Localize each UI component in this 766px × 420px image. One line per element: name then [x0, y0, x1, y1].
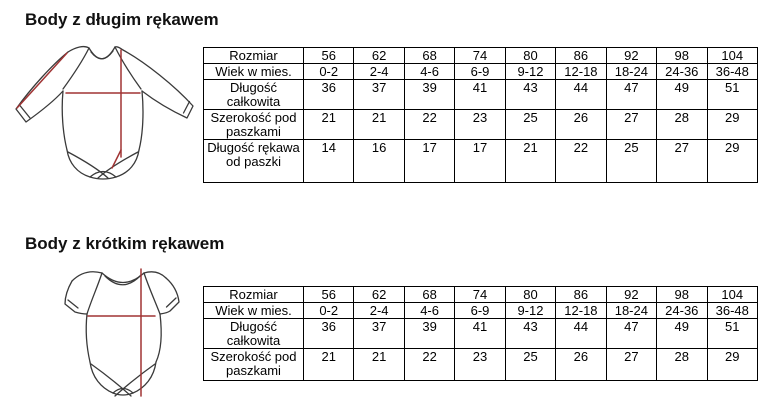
size-value-cell: 22 [556, 140, 606, 183]
size-value-cell: 74 [455, 48, 505, 64]
garment-outline [65, 272, 179, 396]
size-value-cell: 98 [657, 48, 707, 64]
size-value-cell: 0-2 [304, 303, 354, 319]
size-value-cell: 9-12 [505, 64, 555, 80]
row-label: Długość rękawa od paszki [204, 140, 304, 183]
size-value-cell: 80 [505, 287, 555, 303]
size-value-cell: 49 [657, 80, 707, 110]
size-value-cell: 25 [606, 140, 656, 183]
size-value-cell: 43 [505, 319, 555, 349]
size-value-cell: 21 [304, 349, 354, 381]
size-value-cell: 43 [505, 80, 555, 110]
row-label: Wiek w mies. [204, 64, 304, 80]
size-value-cell: 47 [606, 80, 656, 110]
size-value-cell: 74 [455, 287, 505, 303]
size-value-cell: 62 [354, 287, 404, 303]
row-label: Szerokość pod paszkami [204, 110, 304, 140]
size-value-cell: 28 [657, 110, 707, 140]
size-value-cell: 6-9 [455, 64, 505, 80]
size-value-cell: 25 [505, 349, 555, 381]
size-value-cell: 47 [606, 319, 656, 349]
row-label: Wiek w mies. [204, 303, 304, 319]
size-value-cell: 21 [354, 110, 404, 140]
table-row [204, 303, 758, 319]
row-label: Szerokość pod paszkami [204, 349, 304, 381]
size-value-cell: 39 [404, 319, 454, 349]
table-row [204, 80, 758, 110]
size-value-cell: 12-18 [556, 64, 606, 80]
size-value-cell: 41 [455, 80, 505, 110]
size-value-cell: 26 [556, 349, 606, 381]
size-value-cell: 24-36 [657, 303, 707, 319]
size-value-cell: 17 [404, 140, 454, 183]
size-value-cell: 12-18 [556, 303, 606, 319]
table-row [204, 319, 758, 349]
size-value-cell: 36-48 [707, 303, 758, 319]
size-value-cell: 86 [556, 287, 606, 303]
row-label: Rozmiar [204, 287, 304, 303]
size-value-cell: 21 [354, 349, 404, 381]
section-title-long-sleeve: Body z długim rękawem [25, 10, 219, 29]
size-value-cell: 4-6 [404, 64, 454, 80]
size-value-cell: 62 [354, 48, 404, 64]
size-value-cell: 56 [304, 48, 354, 64]
size-value-cell: 2-4 [354, 64, 404, 80]
size-value-cell: 24-36 [657, 64, 707, 80]
size-value-cell: 86 [556, 48, 606, 64]
size-value-cell: 80 [505, 48, 555, 64]
size-value-cell: 29 [707, 140, 758, 183]
size-value-cell: 44 [556, 80, 606, 110]
size-value-cell: 29 [707, 110, 758, 140]
size-value-cell: 92 [606, 48, 656, 64]
size-table-short-sleeve [203, 286, 758, 381]
size-value-cell: 68 [404, 287, 454, 303]
size-value-cell: 92 [606, 287, 656, 303]
size-value-cell: 6-9 [455, 303, 505, 319]
row-label: Długość całkowita [204, 319, 304, 349]
size-value-cell: 49 [657, 319, 707, 349]
table-row [204, 48, 758, 64]
size-value-cell: 27 [657, 140, 707, 183]
size-value-cell: 21 [505, 140, 555, 183]
size-value-cell: 27 [606, 110, 656, 140]
measurement-lines [88, 269, 155, 396]
size-value-cell: 27 [606, 349, 656, 381]
size-value-cell: 23 [455, 110, 505, 140]
size-value-cell: 14 [304, 140, 354, 183]
size-value-cell: 0-2 [304, 64, 354, 80]
size-value-cell: 4-6 [404, 303, 454, 319]
size-value-cell: 51 [707, 80, 758, 110]
row-label: Rozmiar [204, 48, 304, 64]
size-value-cell: 26 [556, 110, 606, 140]
size-value-cell: 36 [304, 319, 354, 349]
size-value-cell: 18-24 [606, 303, 656, 319]
table-row [204, 140, 758, 183]
long-sleeve-bodysuit-drawing [5, 38, 200, 190]
garment-outline [16, 47, 193, 179]
table-row [204, 287, 758, 303]
table-row [204, 64, 758, 80]
size-value-cell: 28 [657, 349, 707, 381]
size-value-cell: 41 [455, 319, 505, 349]
row-label: Długość całkowita [204, 80, 304, 110]
table-row [204, 349, 758, 381]
size-value-cell: 21 [304, 110, 354, 140]
size-value-cell: 9-12 [505, 303, 555, 319]
size-value-cell: 37 [354, 80, 404, 110]
size-value-cell: 44 [556, 319, 606, 349]
size-value-cell: 98 [657, 287, 707, 303]
size-value-cell: 17 [455, 140, 505, 183]
table-row [204, 110, 758, 140]
size-value-cell: 36-48 [707, 64, 758, 80]
section-title-short-sleeve: Body z krótkim rękawem [25, 234, 225, 253]
size-value-cell: 39 [404, 80, 454, 110]
size-value-cell: 51 [707, 319, 758, 349]
size-value-cell: 2-4 [354, 303, 404, 319]
size-value-cell: 16 [354, 140, 404, 183]
size-value-cell: 37 [354, 319, 404, 349]
size-value-cell: 25 [505, 110, 555, 140]
size-value-cell: 22 [404, 349, 454, 381]
short-sleeve-bodysuit-drawing [55, 261, 190, 403]
size-value-cell: 18-24 [606, 64, 656, 80]
size-value-cell: 104 [707, 287, 758, 303]
size-value-cell: 104 [707, 48, 758, 64]
size-value-cell: 22 [404, 110, 454, 140]
size-table-long-sleeve [203, 47, 758, 183]
size-value-cell: 56 [304, 287, 354, 303]
size-value-cell: 23 [455, 349, 505, 381]
size-value-cell: 29 [707, 349, 758, 381]
size-value-cell: 68 [404, 48, 454, 64]
size-value-cell: 36 [304, 80, 354, 110]
measurement-lines [17, 50, 140, 168]
